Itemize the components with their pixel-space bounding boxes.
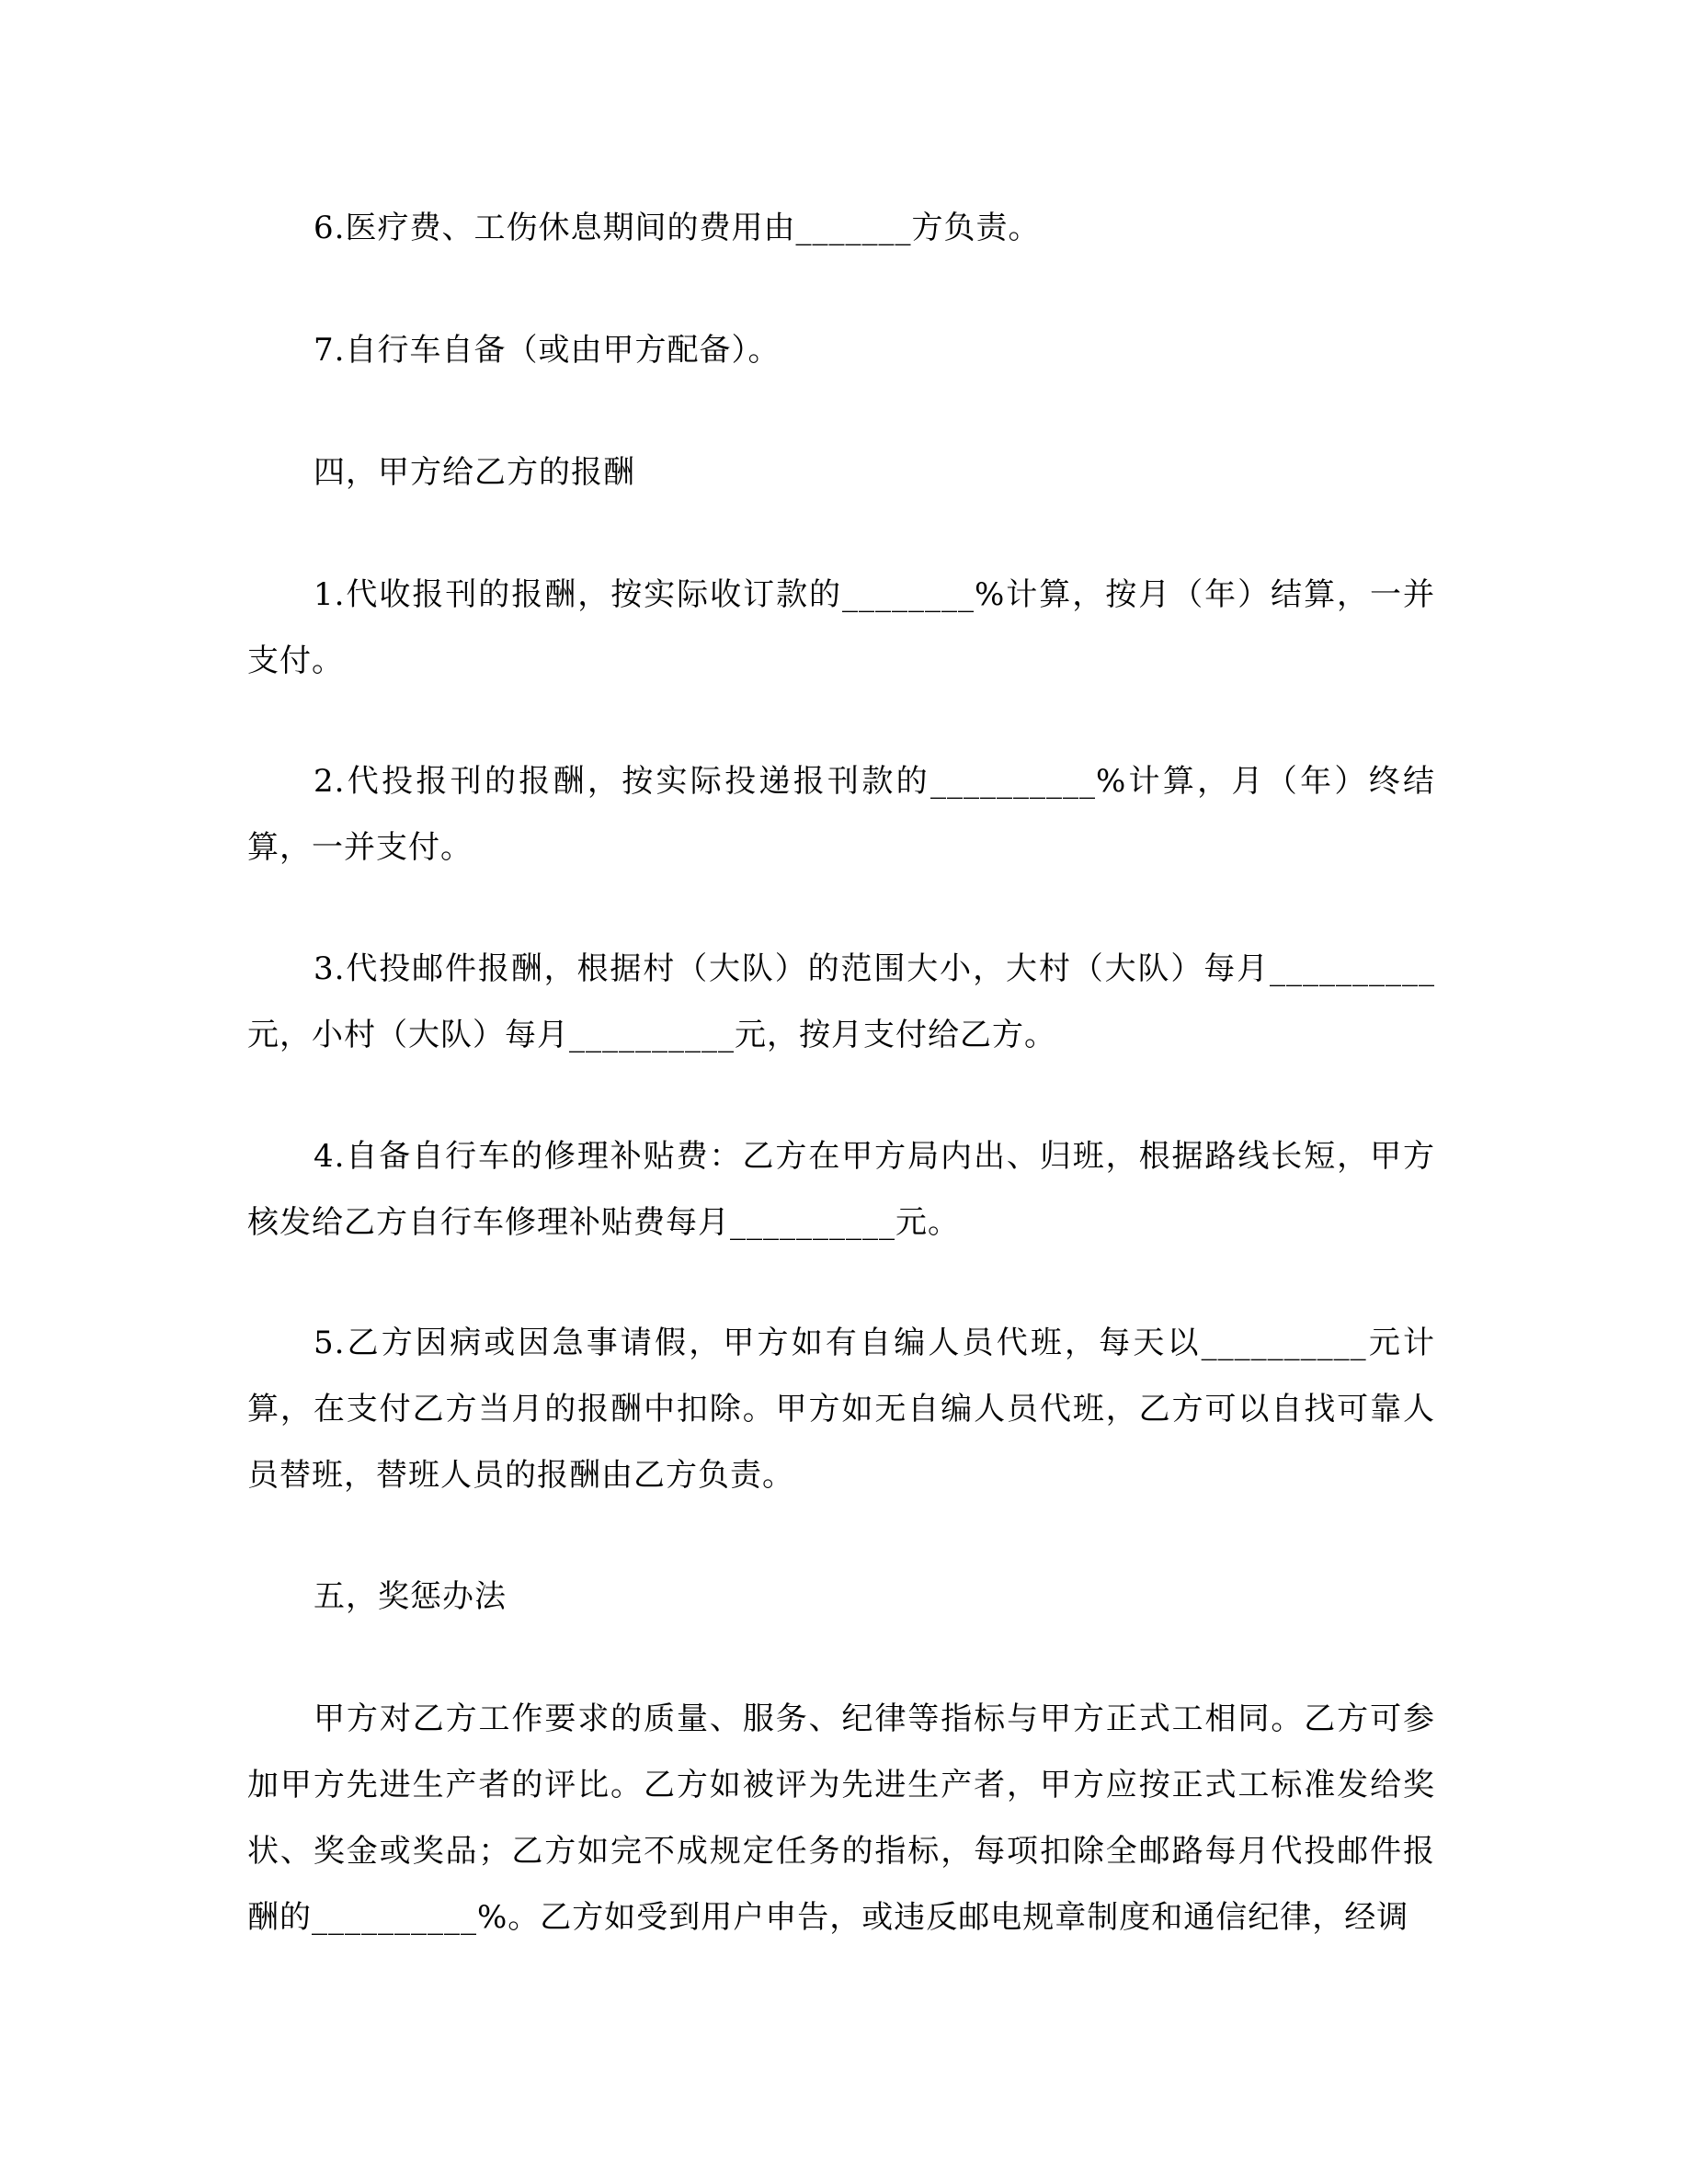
paragraph-rewards-penalties: 甲方对乙方工作要求的质量、服务、纪律等指标与甲方正式工相同。乙方可参加甲方先进生产者的评比。乙方如被评为先进生产者，甲方应按正式工标准发给奖状、奖金或奖品；乙方如完不成规定任务的指标，每项扣除全邮路每月代投邮件报酬的__________%。乙方如受到用户申告，或违反邮电规章制度和通信纪律，经调 (247, 1701, 1435, 1936)
section-heading-rewards-penalties: 五，奖惩办法 (314, 1578, 507, 1615)
paragraph-spacer (247, 1068, 1435, 1123)
paragraph-spacer (247, 261, 1435, 317)
paragraph-mail-remuneration: 3.代投邮件报酬，根据村（大队）的范围大小，大村（大队）每月__________元，小村（大队）每月__________元，按月支付给乙方。 (247, 950, 1435, 1053)
paragraph-spacer (247, 1508, 1435, 1564)
paragraph-spacer (247, 383, 1435, 439)
paragraph-spacer (247, 1256, 1435, 1310)
paragraph-bicycle-subsidy: 4.自备自行车的修理补贴费：乙方在甲方局内出、归班，根据路线长短，甲方核发给乙方自行车修理补贴费每月__________元。 (247, 1138, 1435, 1241)
section-heading-remuneration: 四，甲方给乙方的报酬 (314, 454, 635, 491)
paragraph-spacer (247, 694, 1435, 748)
paragraph-spacer (247, 1630, 1435, 1686)
paragraph-medical-expenses: 6.医疗费、工伤休息期间的费用由_______方负责。 (314, 210, 1041, 246)
paragraph-spacer (247, 881, 1435, 936)
document-body (247, 195, 1435, 1951)
paragraph-spacer (247, 506, 1435, 562)
paragraph-subscription-remuneration: 1.代收报刊的报酬，按实际收订款的________%计算，按月（年）结算，一并支付。 (247, 576, 1435, 679)
paragraph-bicycle: 7.自行车自备（或由甲方配备）。 (314, 332, 781, 369)
paragraph-delivery-remuneration: 2.代投报刊的报酬，按实际投递报刊款的__________%计算，月（年）终结算，一并支付。 (247, 763, 1435, 866)
paragraph-leave-deduction: 5.乙方因病或因急事请假，甲方如有自编人员代班，每天以__________元计算，在支付乙方当月的报酬中扣除。甲方如无自编人员代班，乙方可以自找可靠人员替班，替班人员的报酬由乙方负责。 (247, 1325, 1435, 1494)
